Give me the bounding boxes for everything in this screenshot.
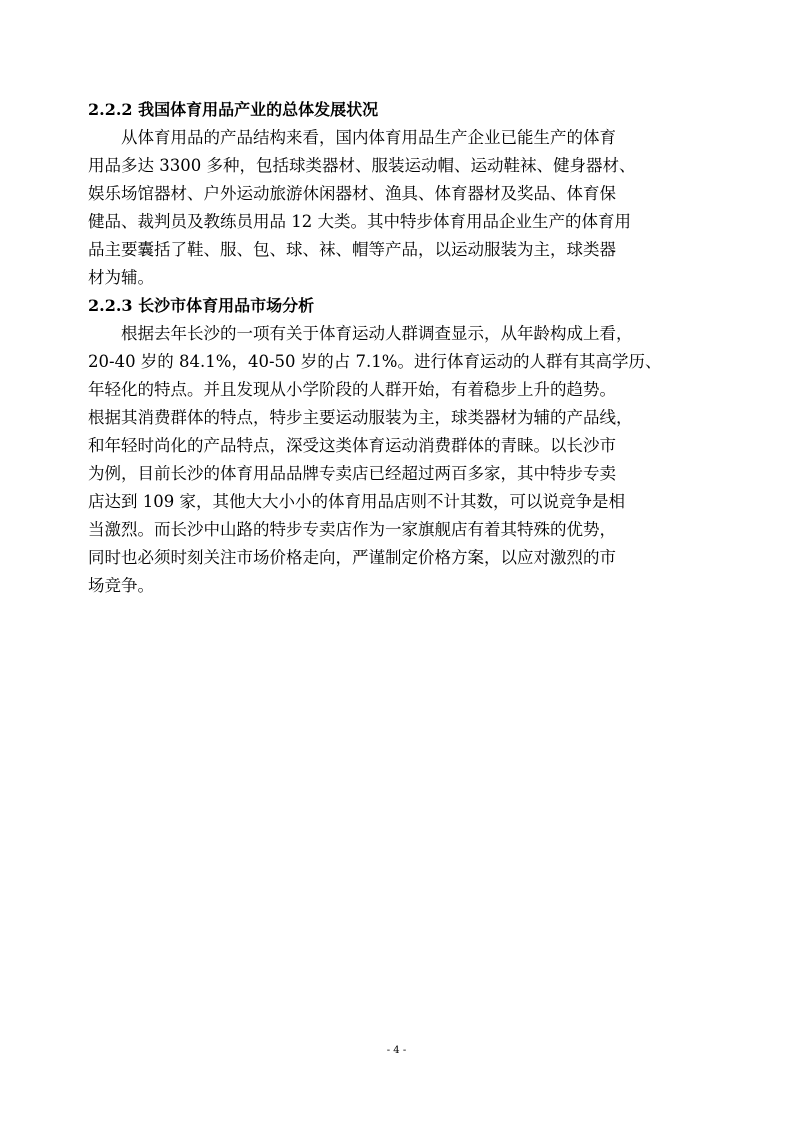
paragraph-line: 品主要囊括了鞋、服、包、球、袜、帽等产品，以运动服装为主，球类器 [88,240,616,259]
paragraph-line: 用品多达 3300 多种，包括球类器材、服装运动帽、运动鞋袜、健身器材、 [88,156,636,175]
document-body [88,96,712,600]
paragraph-line: 从体育用品的产品结构来看，国内体育用品生产企业已能生产的体育 [121,128,616,147]
paragraph-line: 材为辅。 [88,268,154,287]
paragraph-line: 20-40 岁的 84.1%，40-50 岁的占 7.1%。进行体育运动的人群有其高学历、 [88,352,662,371]
paragraph-line: 当激烈。而长沙中山路的特步专卖店作为一家旗舰店有着其特殊的优势， [88,520,616,539]
paragraph-line: 根据其消费群体的特点，特步主要运动服装为主，球类器材为辅的产品线， [88,408,633,427]
page-number: - 4 - [386,1045,407,1056]
paragraph-line: 场竞争。 [88,576,154,595]
paragraph-line: 年轻化的特点。并且发现从小学阶段的人群开始，有着稳步上升的趋势。 [88,380,616,399]
paragraph-market-analysis [88,320,712,600]
paragraph-line: 和年轻时尚化的产品特点，深受这类体育运动消费群体的青睐。以长沙市 [88,436,616,455]
paragraph-line: 为例，目前长沙的体育用品品牌专卖店已经超过两百多家，其中特步专卖 [88,464,616,483]
section-heading-2-2-3: 2.2.3 长沙市体育用品市场分析 [88,296,315,315]
paragraph-line: 店达到 109 家，其他大大小小的体育用品店则不计其数，可以说竞争是相 [88,492,625,511]
paragraph-line: 根据去年长沙的一项有关于体育运动人群调查显示，从年龄构成上看， [121,324,633,343]
paragraph-line: 同时也必须时刻关注市场价格走向，严谨制定价格方案，以应对激烈的市 [88,548,616,567]
paragraph-line: 健品、裁判员及教练员用品 12 大类。其中特步体育用品企业生产的体育用 [88,212,631,231]
paragraph-line: 娱乐场馆器材、户外运动旅游休闲器材、渔具、体育器材及奖品、体育保 [88,184,616,203]
section-heading-2-2-2: 2.2.2 我国体育用品产业的总体发展状况 [88,100,379,119]
paragraph-industry-overview [88,124,712,292]
